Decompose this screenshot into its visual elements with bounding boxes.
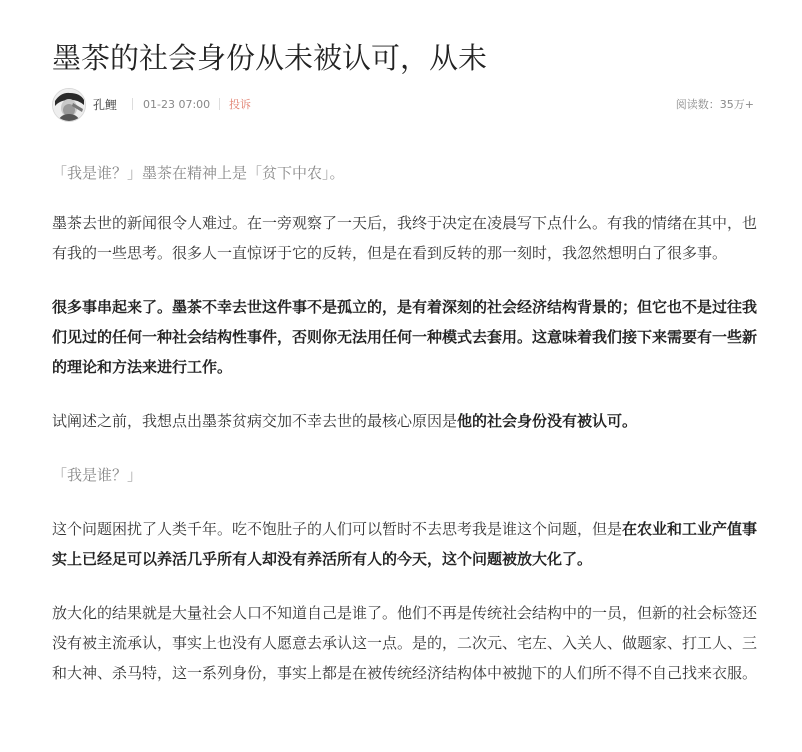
publish-time: 01-23 07:00 xyxy=(143,98,211,111)
paragraph: 墨茶去世的新闻很令人难过。在一旁观察了一天后，我终于决定在凌晨写下点什么。有我的情绪在其中，也有我的一些思考。很多人一直惊讶于它的反转，但是在看到反转的那一刻时，我忽然想明白了很多事。 xyxy=(52,214,758,262)
author-name[interactable]: 孔鲤 xyxy=(93,98,118,112)
paragraph-bold: 很多事串起来了。墨茶不幸去世这件事不是孤立的，是有着深刻的社会经济结构背景的；但它也不是过往我们见过的任何一种社会结构性事件，否则你无法用任何一种模式去套用。这意味着我们接下来需要有一些新的理论和方法来进行工作。 xyxy=(52,298,758,376)
paragraph-quote: 「我是谁？」墨茶在精神上是「贫下中农」。 xyxy=(52,164,345,182)
report-link[interactable]: 投诉 xyxy=(229,98,251,111)
spacer xyxy=(52,574,758,598)
paragraph: 放大化的结果就是大量社会人口不知道自己是谁了。他们不再是传统社会结构中的一员，但新的社会标签还没有被主流承认，事实上也没有人愿意去承认这一点。是的，二次元、宅左、入关人、做题家、打工人、三和大神、杀马特，这一系列身份，事实上都是在被传统经济结构体中被抛下的人们所不得不自己找来衣服。 xyxy=(52,604,758,682)
divider xyxy=(219,98,220,110)
paragraph-text: 试阐述之前，我想点出墨茶贫病交加不幸去世的最核心原因是 xyxy=(52,412,458,430)
article-meta xyxy=(52,88,754,122)
paragraph xyxy=(52,514,758,574)
read-count: 阅读数：35万+ xyxy=(675,98,754,111)
article-title: 墨茶的社会身份从未被认可，从未 xyxy=(52,41,488,75)
divider xyxy=(132,98,133,110)
paragraph xyxy=(52,406,758,436)
spacer xyxy=(52,268,758,292)
paragraph-quote: 「我是谁？」 xyxy=(52,466,143,484)
paragraph-text: 这个问题困扰了人类千年。吃不饱肚子的人们可以暂时不去思考我是谁这个问题，但是 xyxy=(52,520,623,538)
paragraph-bold-text: 他的社会身份没有被认可。 xyxy=(457,412,638,430)
avatar[interactable] xyxy=(52,88,86,122)
spacer xyxy=(52,188,758,208)
spacer xyxy=(52,490,758,514)
spacer xyxy=(52,436,758,460)
avatar-image xyxy=(53,89,85,121)
spacer xyxy=(52,382,758,406)
paragraph-bold-text: 在农业和工业产值事实上已经足可以养活几乎所有人却没有养活所有人的今天，这个问题被放大化了。 xyxy=(52,520,758,568)
article-body xyxy=(52,158,758,688)
